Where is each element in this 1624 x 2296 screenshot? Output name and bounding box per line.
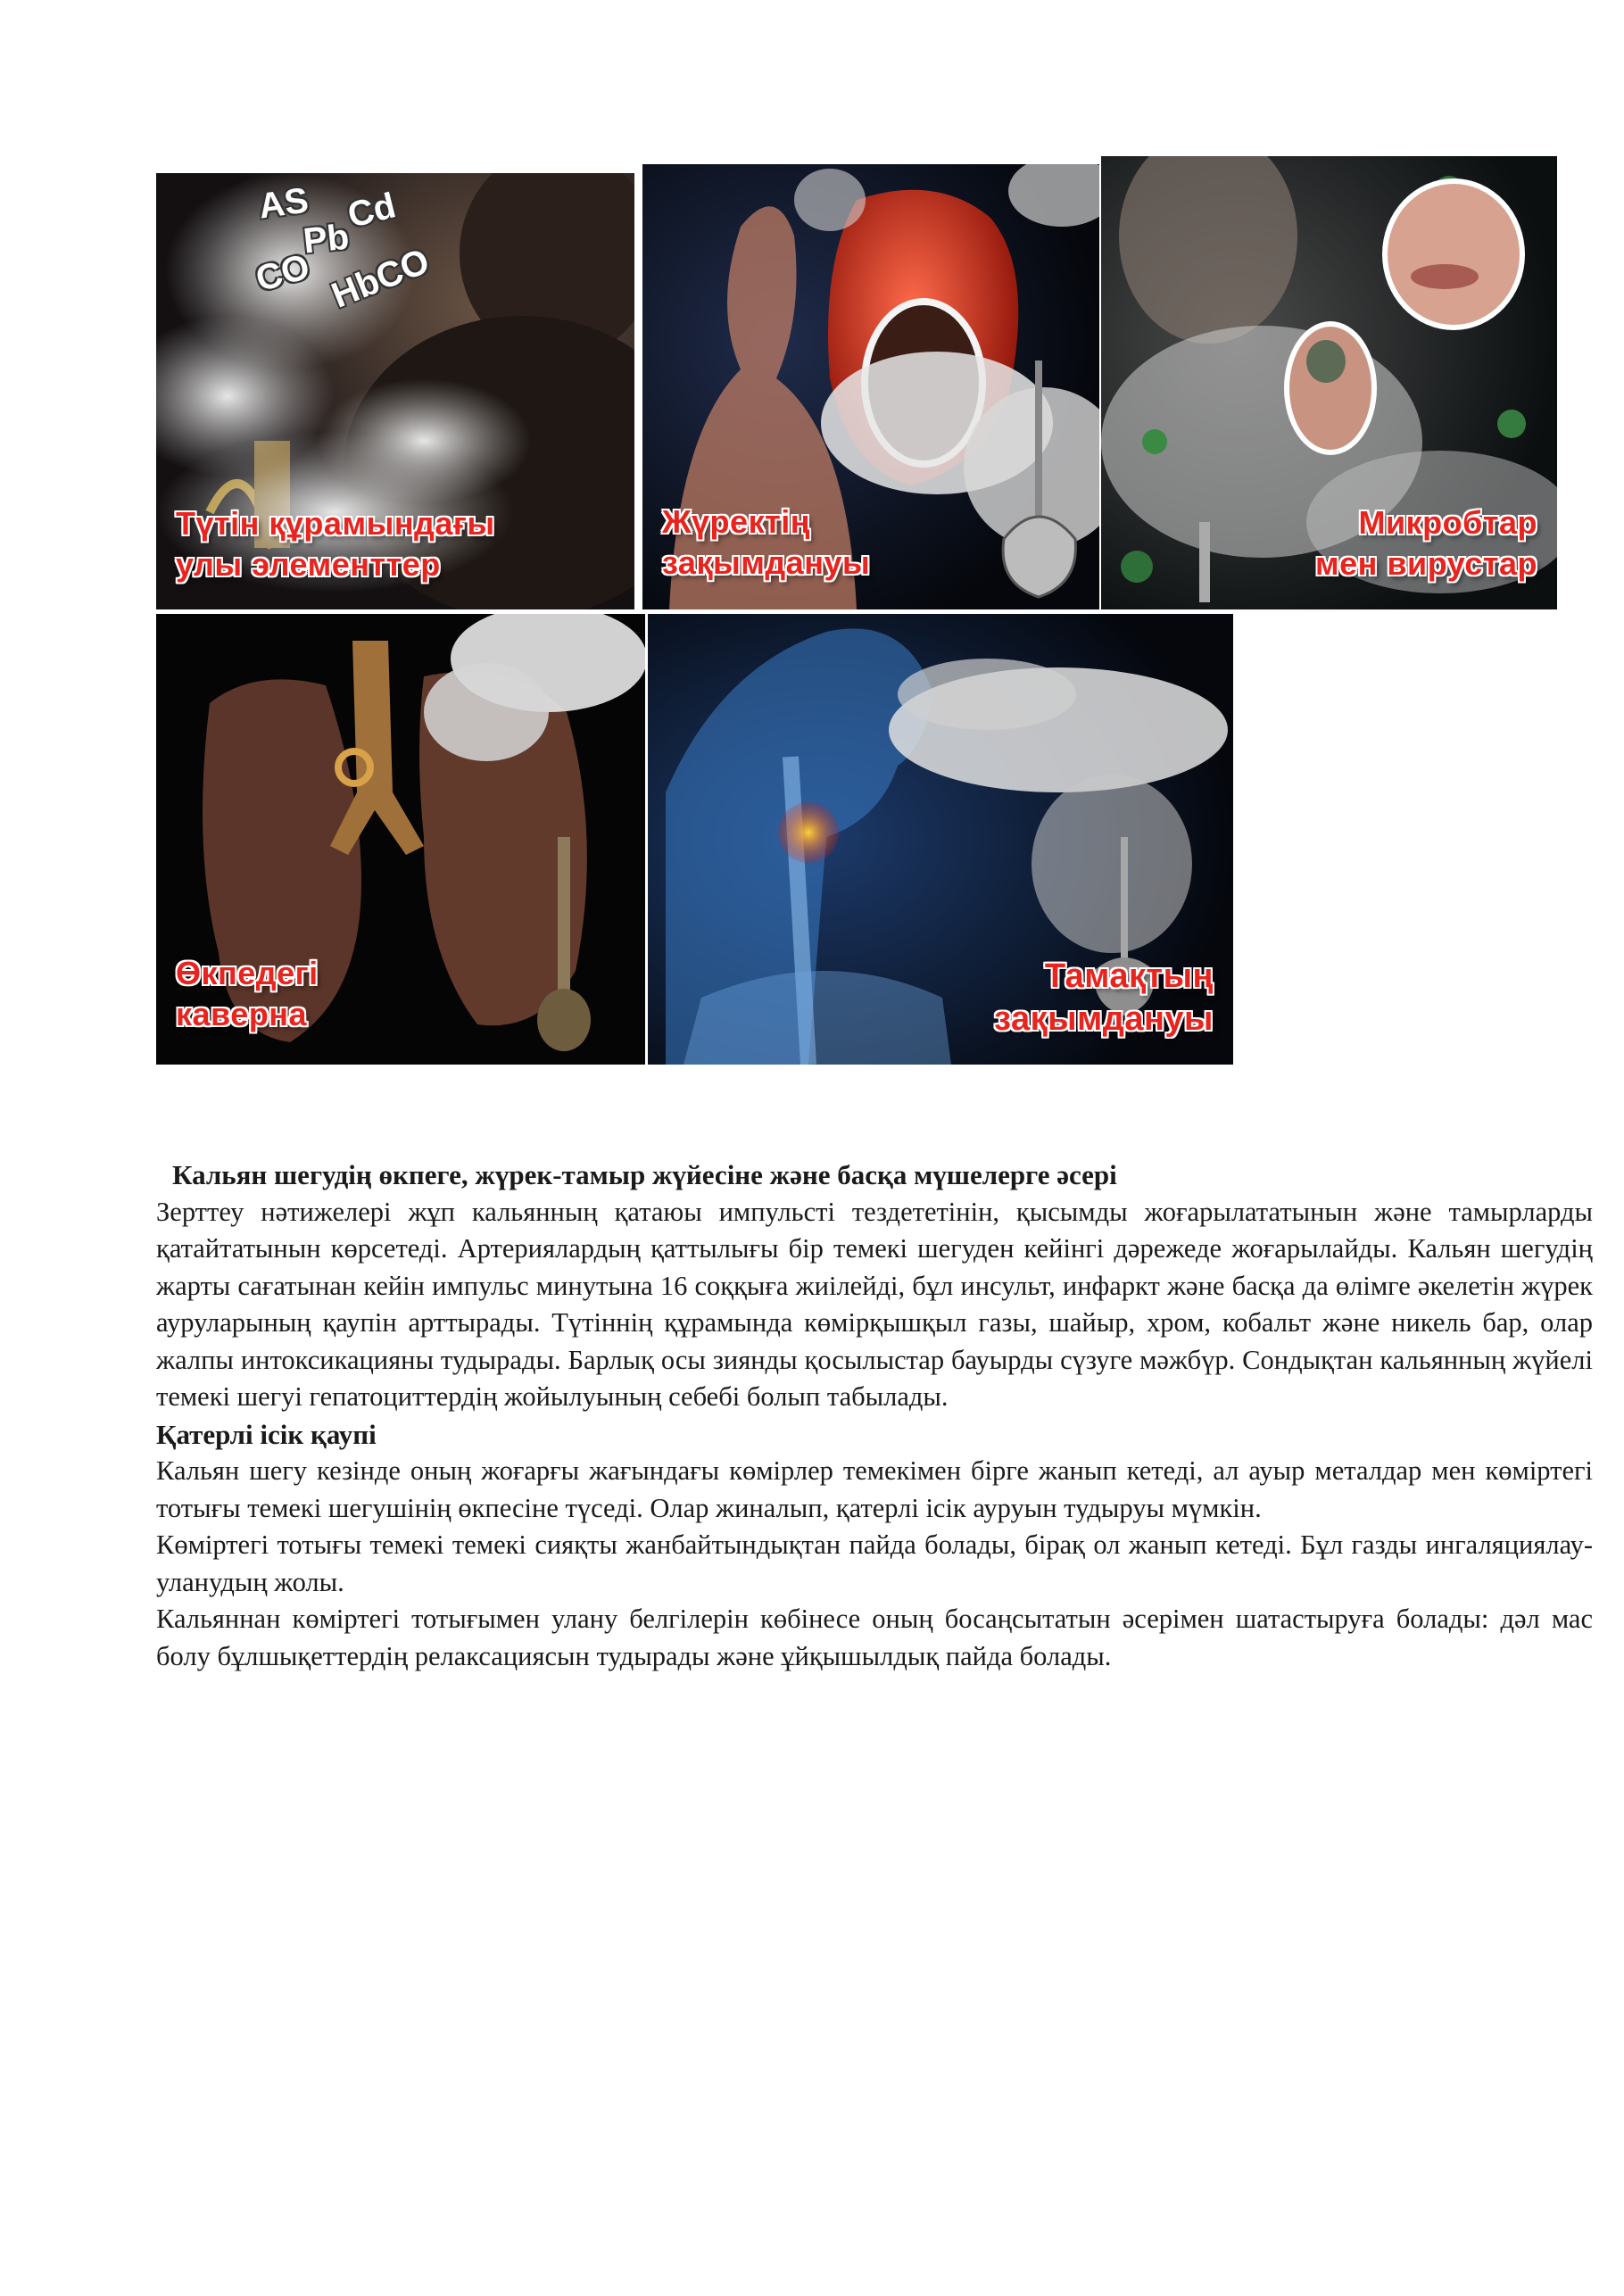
article-heading-effects: Кальян шегудің өкпеге, жүрек-тамыр жүйесіне және басқа мүшелерге әсері bbox=[172, 1159, 1117, 1190]
caption-toxic-elements: Түтін құрамындағы улы элементтер bbox=[176, 505, 495, 583]
image-throat-damage bbox=[648, 614, 1233, 1065]
image-lung-cavern bbox=[156, 614, 645, 1065]
caption-heart-damage: Жүректің зақымдануы bbox=[662, 503, 871, 581]
article-paragraph-effects: Зерттеу нәтижелері жұп кальянның қатаюы импульсті тездететінін, қысымды жоғарылататынын және тамырларды қатайтатынын көрсетеді. Артериялардың қаттылығы бір темекі шегуден кейінгі дәрежеде жоғарылайды. Кальян шегудің жарты сағатынан кейін импульс минутына 16 соққыға жиілейді, бұл инсульт, инфаркт және басқа да өлімге әкелетін жүрек ауруларының қаупін арттырады. Түтіннің құрамында көмірқышқыл газы, шайыр, хром, кобальт және никель бар, олар жалпы интоксикацияны тудырады. Барлық осы зиянды қосылыстар бауырды сүзуге мәжбүр. Сондықтан кальянның жүйелі темекі шегуі гепатоциттердің жойылуының себебі болып табылады. bbox=[156, 1196, 1593, 1412]
chem-label-as: AS bbox=[256, 180, 311, 227]
caption-lung-cavern: Өкпедегі каверна bbox=[176, 955, 319, 1032]
chem-label-pb: Pb bbox=[301, 217, 352, 261]
article-paragraph-cancer-1: Кальян шегу кезінде оның жоғарғы жағындағы көмірлер темекімен бірге жанып кетеді, ал ауыр металдар мен көміртегі тотығы темекі шегушінің өкпесіне түседі. Олар жиналып, қатерлі ісік ауруын тудыруы мүмкін. bbox=[156, 1455, 1593, 1523]
article-heading-cancer-risk: Қатерлі ісік қаупі bbox=[156, 1418, 377, 1450]
caption-microbes-viruses: Микробтар мен вирустар bbox=[1315, 504, 1537, 582]
image-heart-damage bbox=[642, 164, 1099, 609]
chem-label-co: CO bbox=[251, 246, 314, 300]
article-paragraph-cancer-2: Көміртегі тотығы темекі темекі сияқты жанбайтындықтан пайда болады, бірақ ол жанып кетеді. Бұл газды ингаляциялау-уланудың жолы. bbox=[156, 1529, 1593, 1597]
image-toxic-elements bbox=[156, 173, 634, 609]
article-paragraph-cancer-3: Кальяннан көміртегі тотығымен улану белгілерін көбінесе оның босаңсытатын әсерімен шатастыруға болады: дәл мас болу бұлшықеттердің релаксациясын тудырады және ұйқышылдық пайда болады. bbox=[156, 1604, 1593, 1671]
image-microbes-viruses bbox=[1101, 156, 1557, 609]
caption-throat-damage: Тамақтың зақымдануы bbox=[994, 957, 1214, 1038]
chem-label-cd: Cd bbox=[344, 186, 400, 236]
article bbox=[156, 1156, 1593, 1675]
chem-label-hbco: HbCO bbox=[326, 241, 435, 316]
